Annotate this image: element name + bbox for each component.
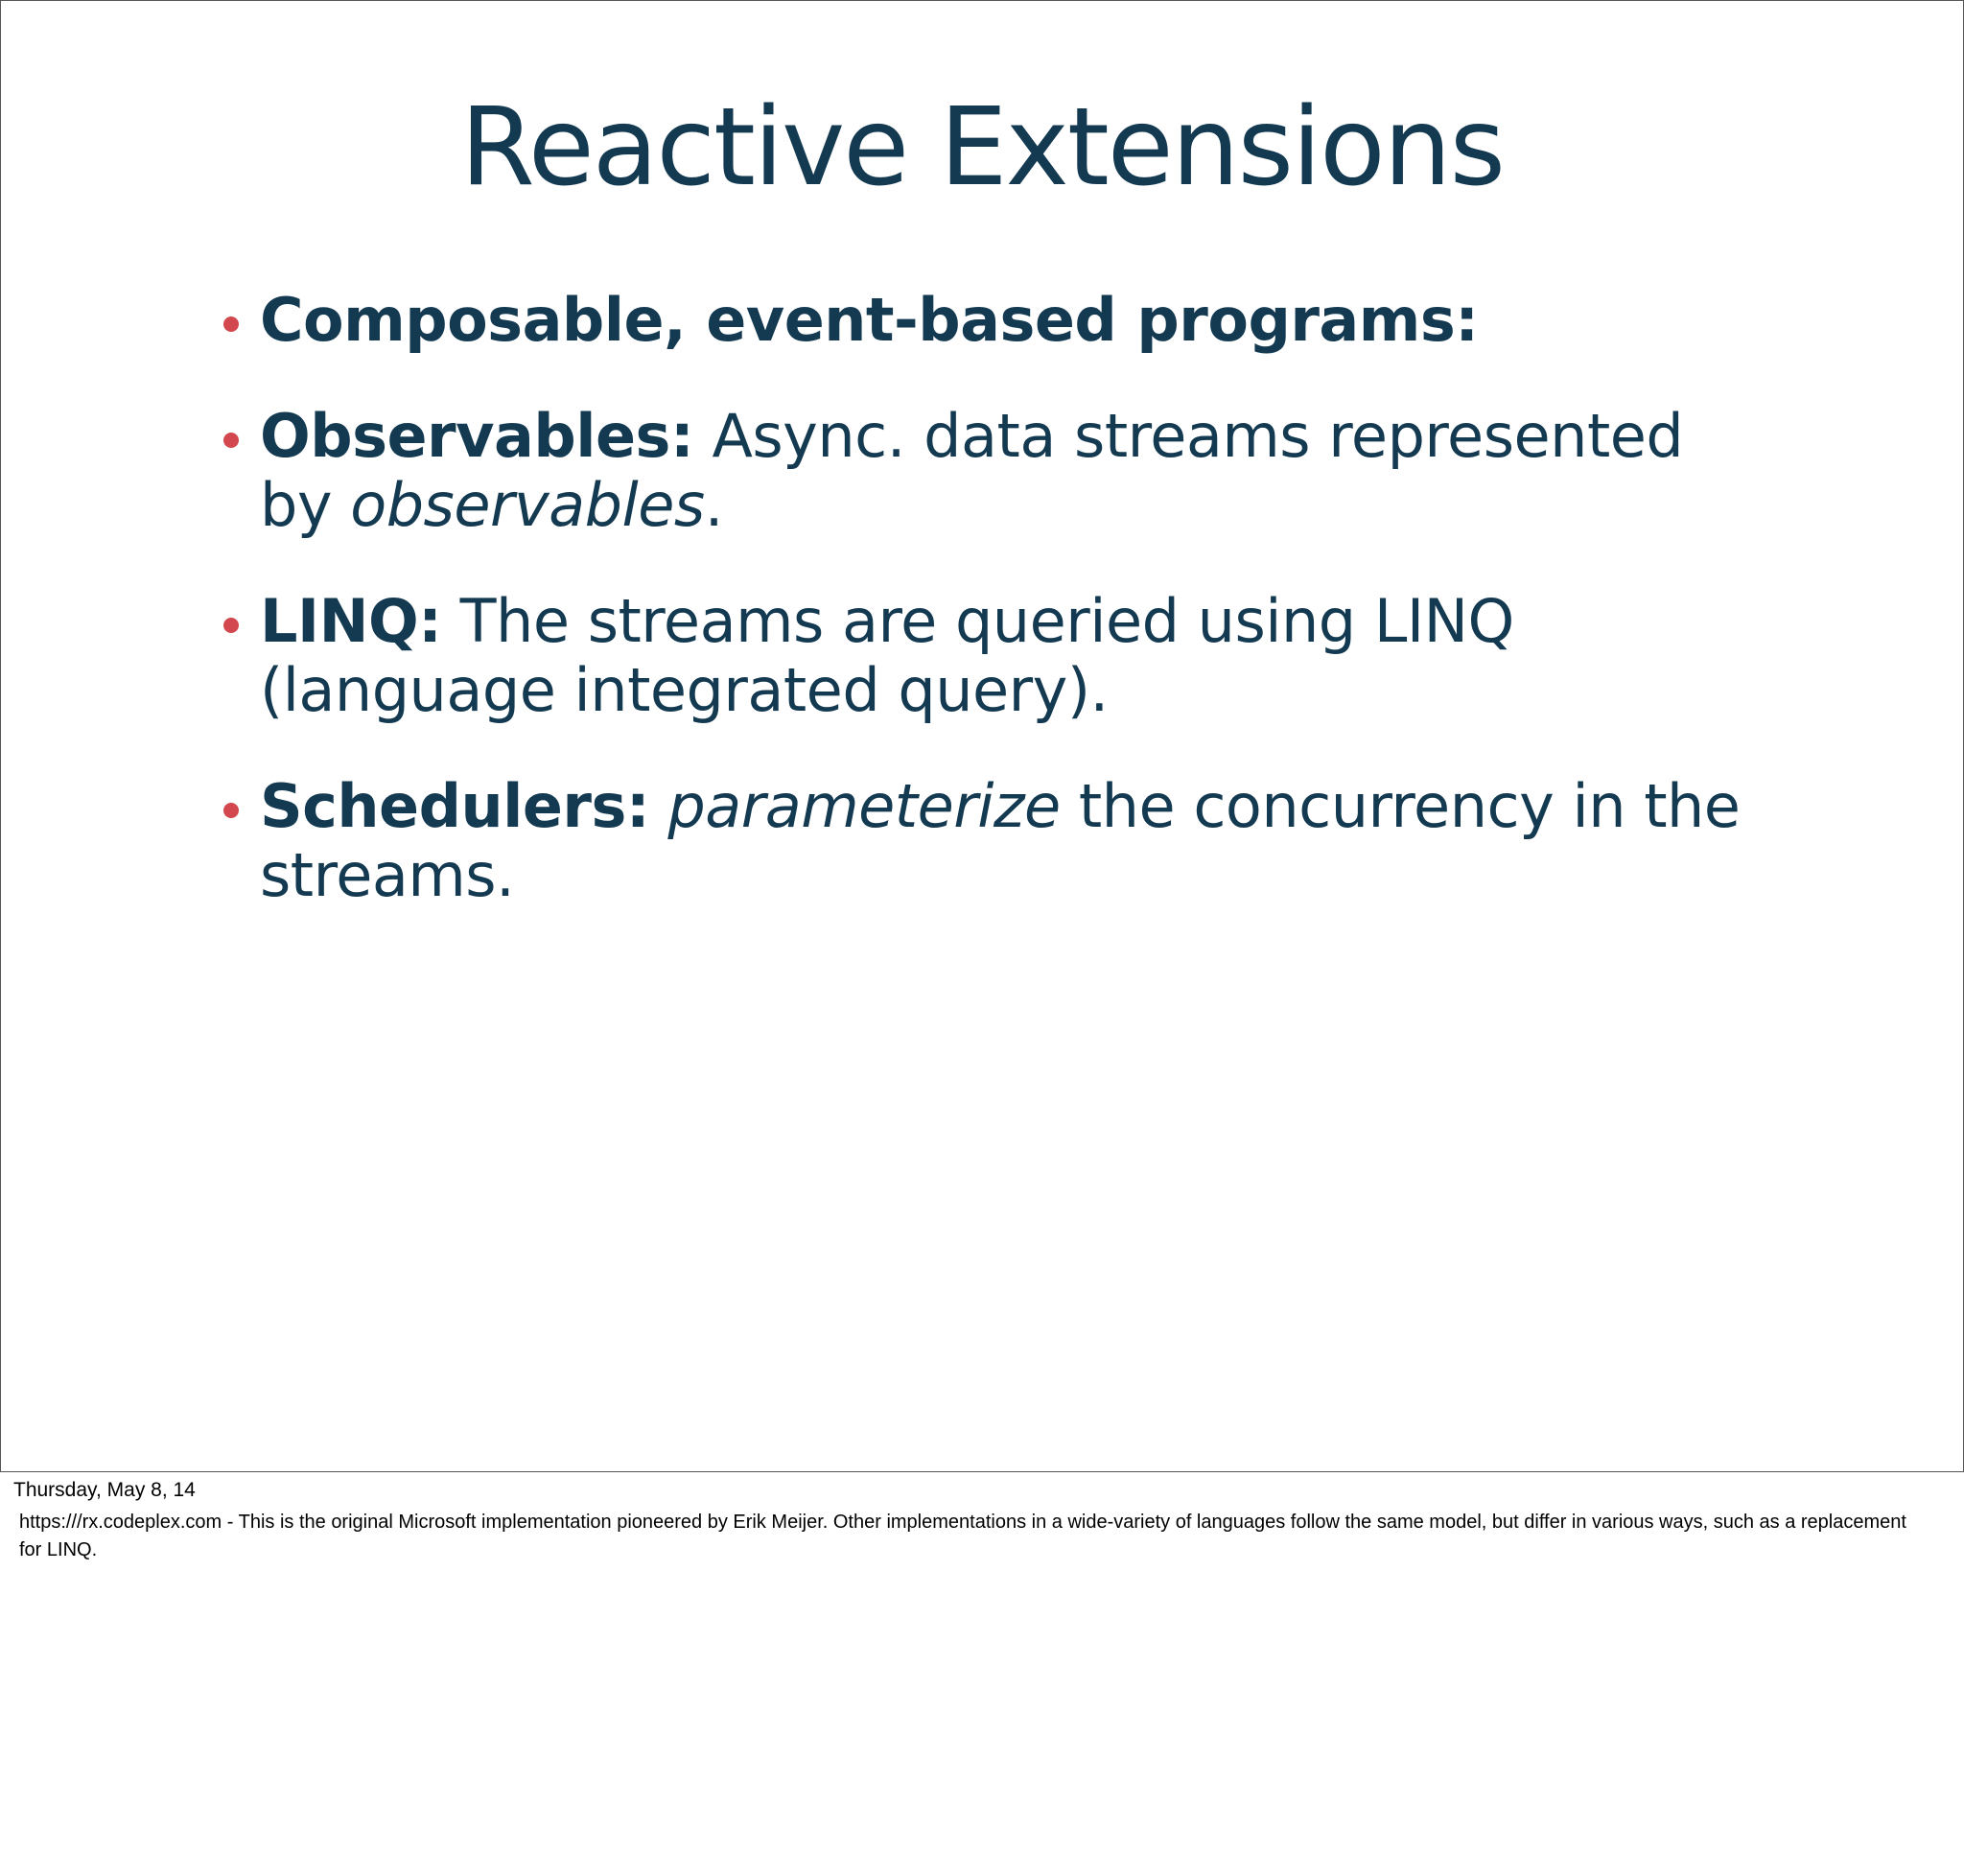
slide-title: Reactive Extensions bbox=[460, 85, 1504, 210]
bullet-item-linq bbox=[222, 587, 1756, 725]
bullet-dot-icon bbox=[223, 803, 239, 818]
bullet-tail: . bbox=[704, 470, 723, 540]
bullet-heading: Observables: bbox=[260, 401, 694, 471]
bullet-heading: Schedulers: bbox=[260, 771, 650, 841]
bullet-heading: Composable, event-based programs: bbox=[260, 285, 1479, 355]
bullet-heading: LINQ: bbox=[260, 586, 442, 656]
bullet-item-schedulers bbox=[222, 772, 1756, 910]
bullet-dot-icon bbox=[223, 433, 239, 448]
bullet-dot-icon bbox=[223, 618, 239, 633]
speaker-notes: https:///rx.codeplex.com - This is the original Microsoft implementation pioneered by Erik Meijer. Other implementations in a wide-variety of languages follow the same model, but differ in various ways, such as a replacement for LINQ. bbox=[19, 1512, 1906, 1560]
bullet-list bbox=[222, 286, 1756, 957]
slide-date: Thursday, May 8, 14 bbox=[13, 1479, 196, 1501]
bullet-text bbox=[649, 771, 667, 841]
bullet-dot-icon bbox=[223, 317, 239, 332]
bullet-item-observables bbox=[222, 402, 1756, 540]
bullet-tail: the concurrency in the streams. bbox=[260, 771, 1741, 910]
bullet-item-composable bbox=[222, 286, 1756, 355]
bullet-emphasis: observables bbox=[350, 470, 705, 540]
bullet-text: The streams are queried using LINQ (language integrated query). bbox=[260, 586, 1514, 725]
bullet-emphasis: parameterize bbox=[667, 771, 1061, 841]
bullet-text: Async. data streams represented by bbox=[260, 401, 1684, 540]
